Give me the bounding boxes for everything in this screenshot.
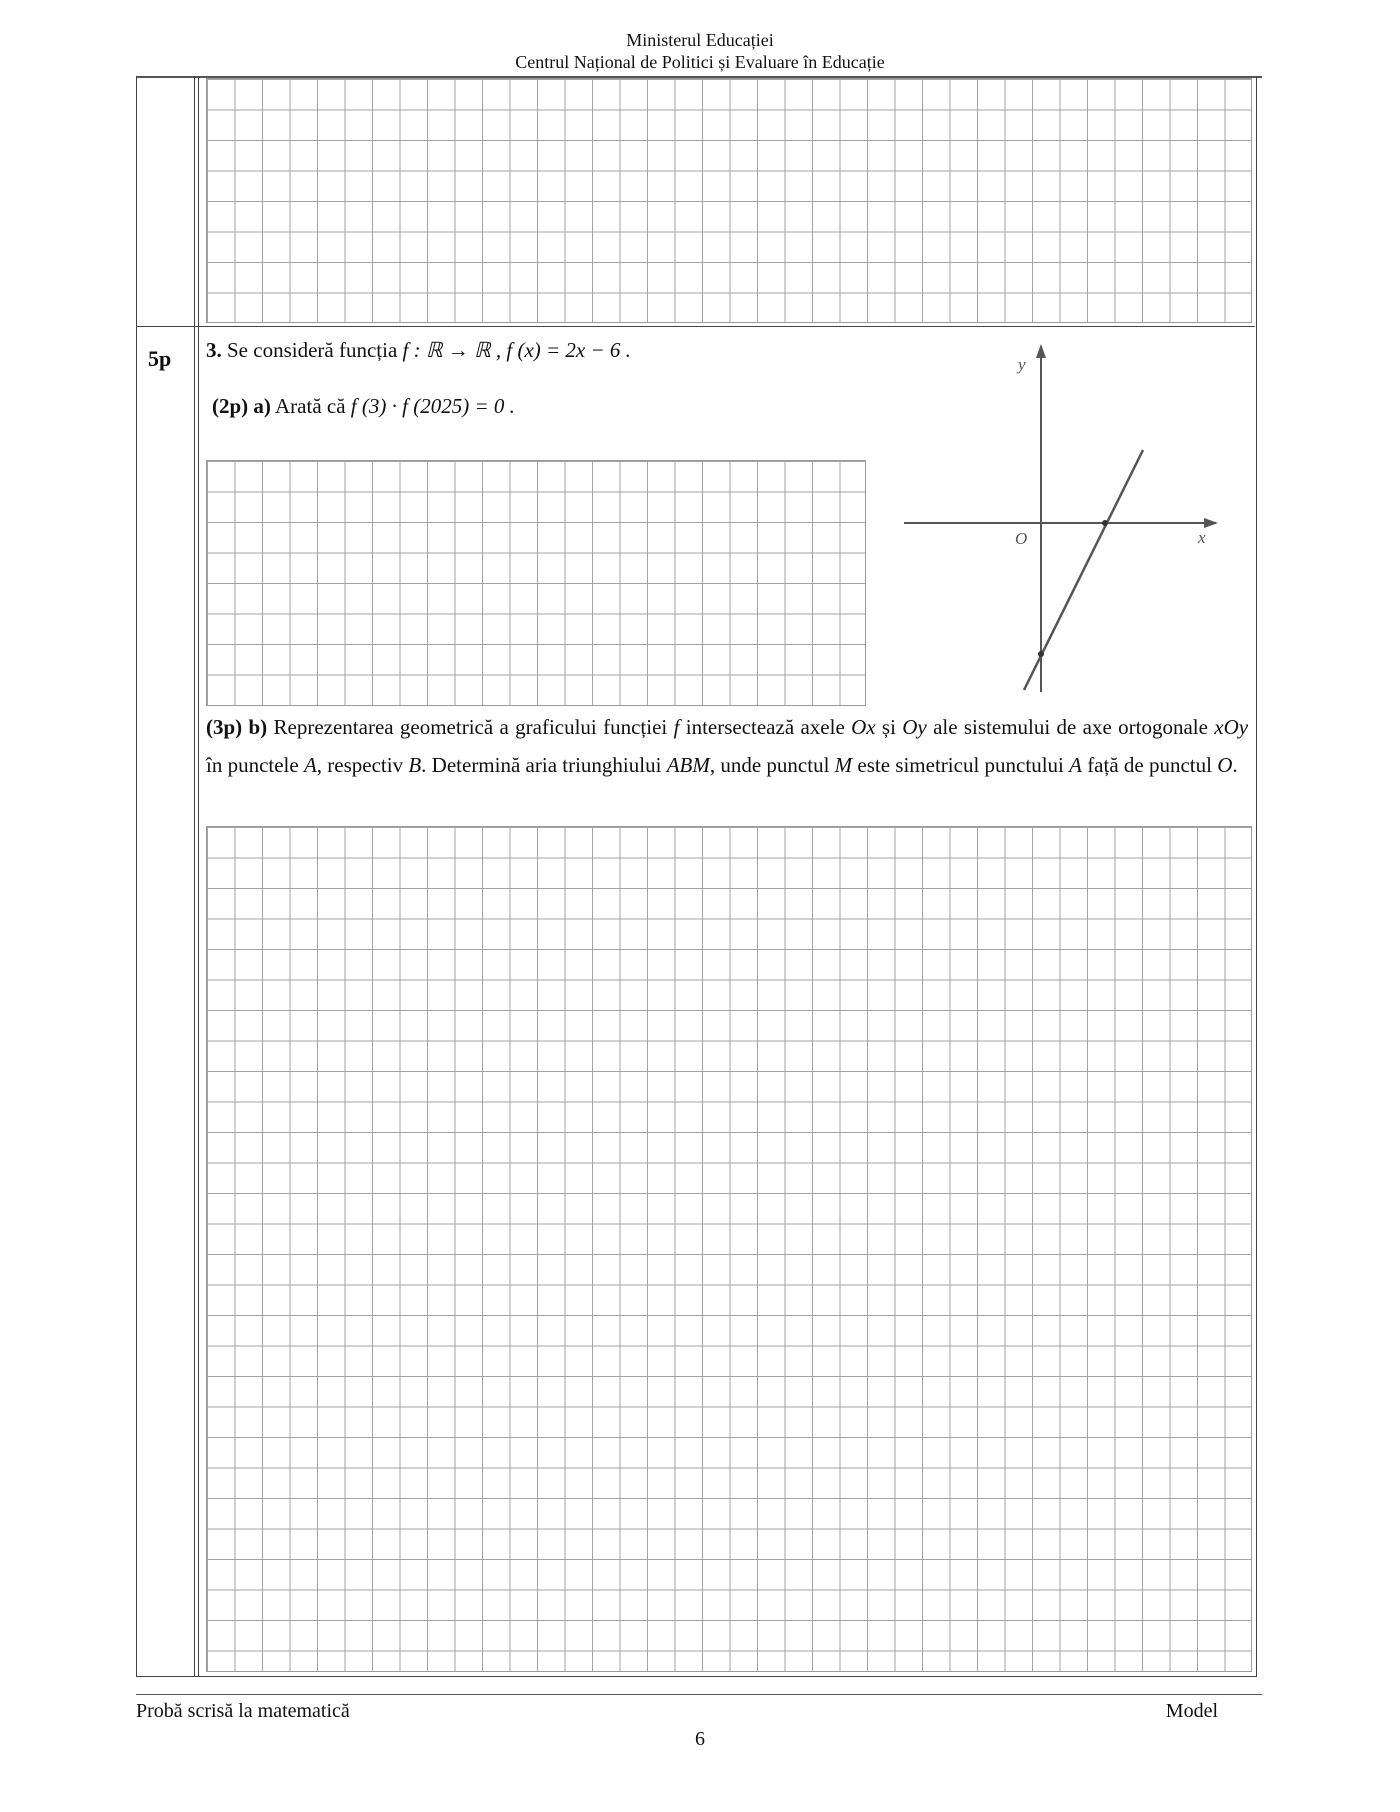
- statement-prefix: Se consideră funcția: [227, 338, 398, 362]
- answer-grid-previous[interactable]: [206, 78, 1252, 323]
- part-b-statement: [206, 708, 1248, 784]
- part-a-label: a): [253, 394, 271, 418]
- part-b-axis-ox: Ox: [851, 715, 876, 739]
- part-b-triangle-abm: ABM: [666, 753, 710, 777]
- function-definition: f : ℝ → ℝ , f (x) = 2x − 6 .: [402, 338, 631, 362]
- part-b-text-3: și: [881, 715, 896, 739]
- part-b-text-6: , respectiv: [316, 753, 404, 777]
- part-b-point-a: A: [303, 753, 317, 777]
- problem-number: 3.: [206, 338, 222, 362]
- part-b-text-4: ale sistemului de axe ortogonale: [933, 715, 1208, 739]
- x-axis-label: x: [1198, 528, 1206, 547]
- part-b-text-11: .: [1232, 753, 1238, 777]
- part-b-point-a-2: A: [1069, 753, 1082, 777]
- answer-grid-part-a[interactable]: [206, 460, 866, 706]
- y-axis-label: y: [1018, 355, 1026, 374]
- row-divider: [136, 326, 1255, 327]
- part-b-point-m: M: [834, 753, 853, 777]
- part-b-axis-oy: Oy: [902, 715, 927, 739]
- intersection-point-a: [1102, 520, 1108, 526]
- problem-statement: [206, 336, 631, 364]
- origin-label: O: [1015, 529, 1028, 548]
- part-a-text: Arată că: [275, 394, 346, 418]
- points-column-divider-inner: [198, 76, 199, 1676]
- page-number: 6: [695, 1728, 705, 1750]
- header-center: Centrul Național de Politici și Evaluare în Educație: [515, 52, 885, 72]
- part-b-points: (3p): [206, 715, 243, 739]
- part-b-text-8: , unde punctul: [709, 753, 830, 777]
- part-b-text-9: este simetricul punctului: [857, 753, 1064, 777]
- points-column-divider: [194, 76, 195, 1676]
- part-b-text-10: față de punctul: [1087, 753, 1212, 777]
- part-b-system-xoy: xOy: [1214, 715, 1249, 739]
- part-b-text-1: Reprezentarea geometrică a graficului funcției: [273, 715, 668, 739]
- part-a-statement: [212, 392, 515, 420]
- part-a-expression: f (3) · f (2025) = 0 .: [350, 394, 515, 418]
- footer-exam-name: Probă scrisă la matematică: [136, 1700, 350, 1722]
- footer-rule: [136, 1694, 1262, 1695]
- part-b-point-b: B: [408, 753, 422, 777]
- function-graph: [900, 340, 1230, 700]
- part-b-text-7: . Determină aria triunghiului: [421, 753, 662, 777]
- part-b-label: b): [248, 715, 268, 739]
- points-label: 5p: [148, 346, 172, 371]
- header-ministry: Ministerul Educației: [626, 30, 774, 50]
- part-b-text-2: intersectează axele: [685, 715, 845, 739]
- answer-grid-part-b[interactable]: [206, 826, 1252, 1672]
- part-b-point-o: O: [1217, 753, 1233, 777]
- part-b-text-5: în punctele: [206, 753, 299, 777]
- part-a-points: (2p): [212, 394, 249, 418]
- footer-model: Model: [1165, 1700, 1218, 1722]
- intersection-point-b: [1038, 651, 1044, 657]
- part-b-function-name: f: [673, 715, 680, 739]
